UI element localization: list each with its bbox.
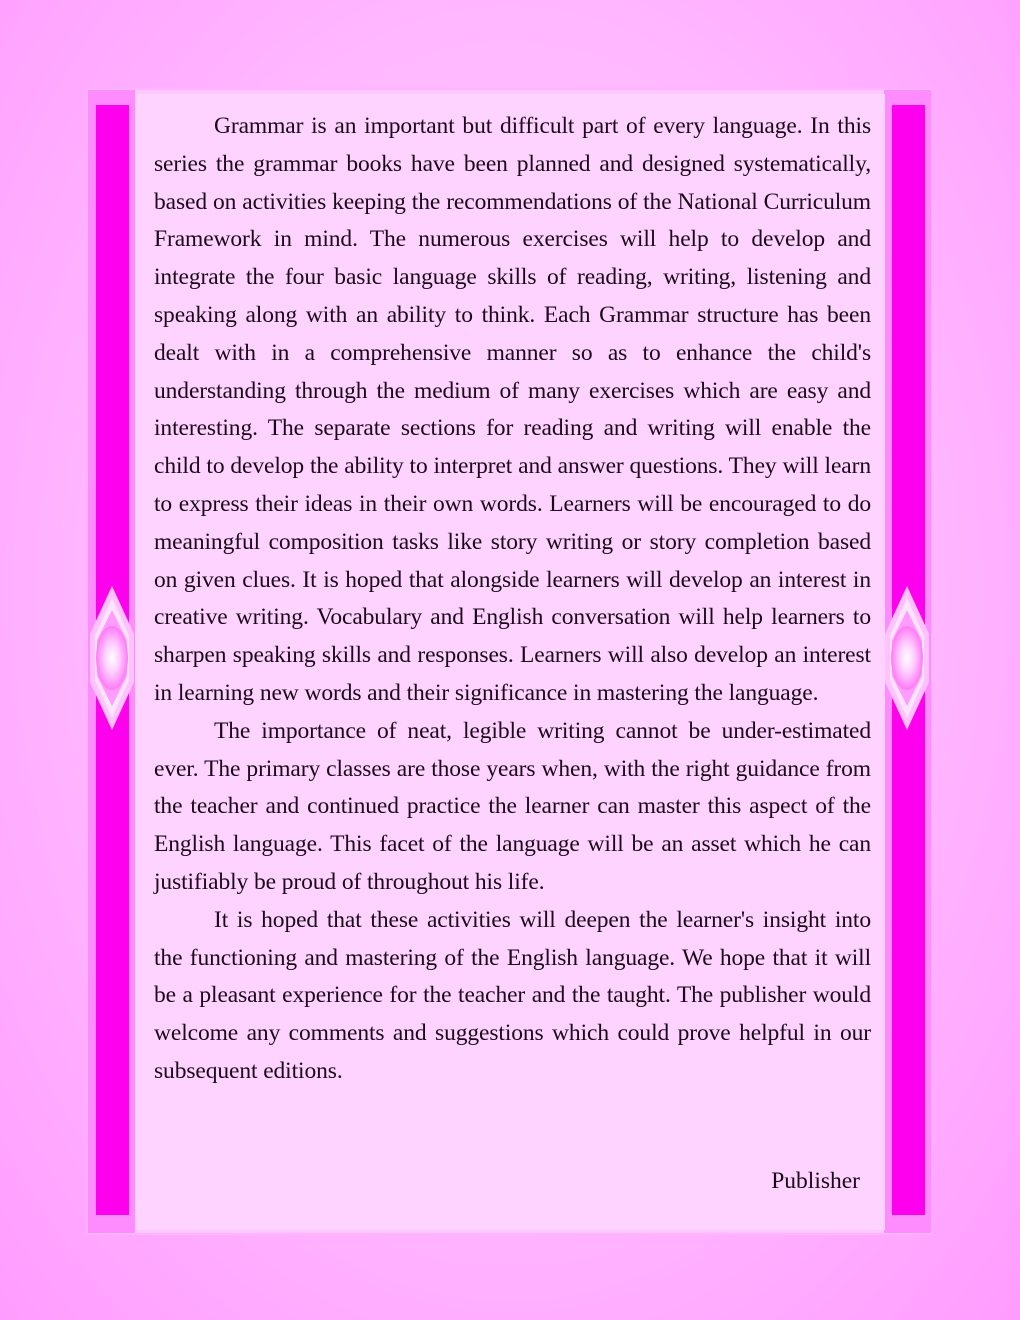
preface-paragraph-3: It is hoped that these activities will deepen the learner's insight into the functioning and mastering of the English language. We hope that it will be a pleasant experience for the teacher and the taught. The publisher would welcome any comments and suggestions which could prove helpful in our subsequent editions. [154,906,871,1084]
right-diamond-ornament [884,584,930,732]
left-diamond-ornament [89,584,135,732]
preface-body [154,108,871,1091]
preface-paragraph-1: Grammar is an important but difficult part of every language. In this series the grammar books have been planned and designed systematically, based on activities keeping the recommendations of the National Curriculum Framework in mind. The numerous exercises will help to develop and integrate the four basic language skills of reading, writing, listening and speaking along with an ability to think. Each Grammar structure has been dealt with in a comprehensive manner so as to enhance the child's understanding through the medium of many exercises which are easy and interesting. The separate sections for reading and writing will enable the child to develop the ability to interpret and answer questions. They will learn to express their ideas in their own words. Learners will be encouraged to do meaningful composition tasks like story writing or story completion based on given clues. It is hoped that alongside learners will develop an interest in creative writing. Vocabulary and English conversation will help learners to sharpen speaking skills and responses. Learners will also develop an interest in learning new words and their significance in mastering the language. [154,113,871,706]
preface-paragraph-2: The importance of neat, legible writing cannot be under-estimated ever. The primary classes are those years when, with the right guidance from the teacher and continued practice the learner can master this aspect of the English language. This facet of the language will be an asset which he can justifiably be proud of throughout his life. [154,717,871,895]
publisher-signature: Publisher [771,1168,860,1194]
